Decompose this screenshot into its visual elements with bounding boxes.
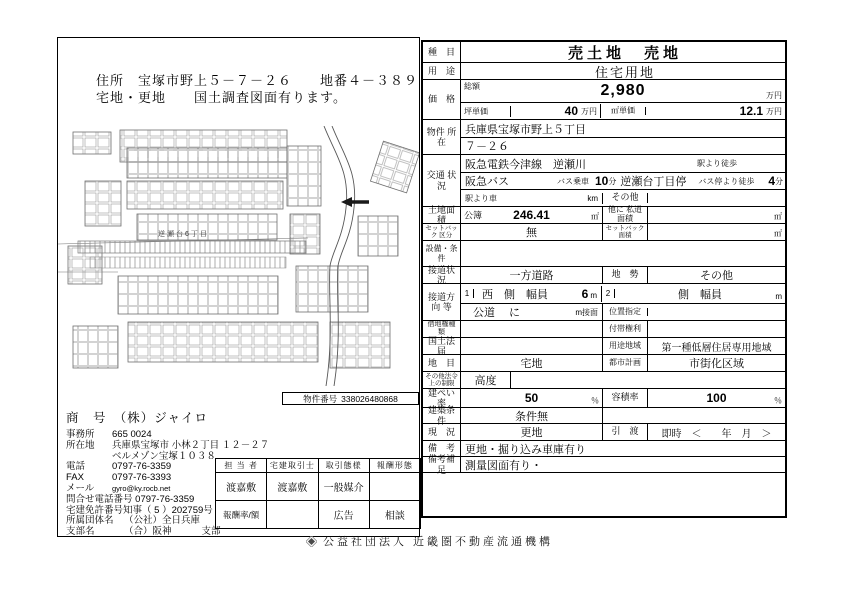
license-value: 知事（ 5 ）202759号	[123, 504, 213, 516]
land-category-label: 地 目	[423, 355, 461, 371]
footer	[306, 533, 553, 549]
footer-org-name: 公益社団法人 近畿圏不動産流通機構	[323, 536, 554, 548]
terrain-value: その他	[700, 270, 733, 282]
phone-value: 0797-76-3359	[112, 461, 172, 473]
agent-ad-label: 広告	[318, 501, 369, 529]
location-line2: ７－２６	[465, 141, 509, 153]
price-unit-row	[461, 102, 785, 119]
agent-hoshu-value	[369, 473, 420, 501]
branch-label: 支部名	[66, 526, 95, 538]
leasehold-value	[461, 321, 603, 337]
row-land-category	[423, 354, 785, 371]
left-panel	[57, 37, 420, 537]
address-note	[96, 72, 418, 106]
agent-table-row1	[216, 473, 421, 501]
transport-label: 交通 状況	[423, 155, 461, 206]
remarks-value: 更地・掘り込み車庫有り	[465, 443, 586, 456]
agent-header-hoshu: 報酬形態	[369, 459, 420, 473]
attached-rights-value	[648, 321, 785, 337]
setback-area-unit: ㎡	[774, 229, 782, 238]
bus-ride-unit: 分	[608, 176, 617, 186]
floor-ratio-value: 100	[706, 391, 727, 405]
row-leasehold	[423, 320, 785, 337]
zoning-value: 第一種低層住居専用地域	[661, 342, 772, 354]
setback-value: 無	[526, 227, 537, 239]
transport-car-row	[461, 189, 785, 206]
land-act-value	[461, 338, 603, 354]
row-category	[423, 42, 785, 62]
category-label: 種 目	[423, 42, 461, 62]
site-map	[58, 126, 419, 386]
building-conditions-label: 建築条件	[423, 408, 461, 423]
road1-width-unit: m	[590, 290, 597, 300]
coverage-value: 50	[524, 391, 539, 405]
transport-bus-row	[461, 172, 785, 189]
station-walk-label: 駅より徒歩	[697, 159, 737, 168]
agent-table-row2	[216, 501, 421, 529]
row-land-act	[423, 337, 785, 354]
row-use	[423, 62, 785, 79]
location-line1-row	[461, 120, 785, 137]
other-regulations-extra	[511, 372, 785, 388]
facilities-value	[461, 241, 785, 266]
setback-label: セットバック 区分	[423, 224, 461, 240]
road-direction-row2	[461, 303, 785, 320]
company-name-label: 商 号	[66, 411, 107, 425]
agent-header-taiyo: 取引態様	[318, 459, 369, 473]
use-value: 住宅用地	[594, 64, 655, 80]
other-transport-label: その他	[603, 193, 648, 203]
zoning-label: 用途地域	[603, 338, 648, 354]
agent-header-tanto: 担 当 者	[216, 459, 267, 473]
row-transport	[423, 154, 785, 206]
price-total-value: 2,980	[600, 82, 646, 99]
transport-rail-row	[461, 155, 785, 172]
phone-label: 電話	[66, 461, 86, 473]
mail-label: メール	[66, 482, 95, 494]
car-label: 駅より車	[465, 193, 497, 203]
city-planning-value: 市街化区域	[689, 358, 744, 370]
other-regulations-value: 高度	[474, 375, 497, 387]
property-number-box	[282, 392, 419, 405]
inquiry-label: 問合せ電話番号	[66, 493, 133, 505]
agent-takken-value: 渡嘉敷	[267, 473, 318, 501]
private-road-cell	[648, 207, 785, 223]
car-unit: km	[587, 193, 598, 203]
row-land-area	[423, 206, 785, 223]
location-label: 物件 所在	[423, 120, 461, 154]
land-area-label: 土地面積	[423, 207, 461, 223]
road-contact-label: 接道状況	[423, 267, 461, 283]
agent-ad-value: 相談	[369, 501, 420, 529]
fax-label: FAX	[66, 472, 84, 484]
remarks-label: 備 考	[423, 441, 461, 456]
land-area-unit: ㎡	[591, 212, 599, 221]
price-tsubo-unit: 万円	[581, 107, 597, 116]
city-planning-label: 都市計画	[603, 355, 648, 371]
license-label: 宅建免許番号	[66, 504, 124, 516]
fax-value: 0797-76-3393	[112, 472, 172, 484]
building-conditions-value: 条件無	[515, 410, 548, 423]
map-stall-row	[90, 257, 286, 268]
road-direction-label: 接道方向 等	[423, 284, 461, 320]
remarks-supplement-label: 備考補足	[423, 457, 461, 472]
road-contact-value: 一方道路	[509, 270, 554, 282]
price-total-row	[461, 80, 785, 102]
listing-table	[421, 40, 787, 518]
map-svg	[58, 126, 419, 386]
price-m2-unit: 万円	[766, 107, 782, 116]
kinki-rems-logo-icon	[306, 536, 317, 547]
agent-tanto-value: 渡嘉敷	[216, 473, 267, 501]
handover-label: 引 渡	[603, 424, 648, 440]
row-blank	[423, 472, 785, 516]
office-value: 665 0024	[112, 429, 152, 440]
price-m2-value: 12.1	[739, 104, 763, 118]
coverage-label: 建ぺい率	[423, 389, 461, 407]
position-designation-label: 位置指定	[603, 308, 648, 317]
row-price	[423, 79, 785, 119]
road1-width: 6	[581, 286, 589, 301]
registry-label: 公簿	[464, 210, 483, 221]
price-tsubo-value: 40	[564, 104, 578, 118]
price-total-label: 総額	[464, 82, 480, 91]
mail-value: gyro@ky.rocb.net	[112, 483, 171, 493]
road2-width-unit: m	[775, 291, 782, 301]
office-label: 事務所	[66, 429, 95, 440]
use-label: 用 途	[423, 63, 461, 79]
bus-ride-min: 10	[595, 174, 609, 188]
price-tsubo-cell	[511, 104, 601, 118]
price-tsubo-label: 坪単価	[461, 106, 511, 117]
price-m2-label2: ㎡単価	[601, 107, 646, 116]
address-line2: 宅地・更地 国土調査図面有ります。	[96, 90, 347, 105]
map-district-label: 逆瀬台6丁目	[158, 231, 209, 238]
setback-area-label: セットバック 面積	[603, 224, 648, 240]
bus-walk-unit: 分	[775, 176, 783, 186]
branch-value: （合）阪神	[124, 526, 172, 538]
bus-ride-label: バス乗車	[557, 176, 589, 186]
bus-walk-min: 4	[768, 174, 775, 188]
blank-area	[423, 473, 785, 516]
handover-value: 即時 ＜ 年 月 ＞	[661, 428, 772, 440]
branch-suffix: 支部	[201, 526, 221, 538]
land-area-value: 246.41	[513, 208, 550, 222]
facilities-label: 設備・条件	[423, 241, 461, 266]
bus-walk-label: バス停より徒歩	[698, 176, 755, 186]
address-label: 所在地	[66, 439, 95, 451]
road-direction-row1	[461, 284, 785, 303]
row-building-conditions	[423, 405, 785, 426]
row-location	[423, 119, 785, 154]
remarks-supplement-value: 測量図面有り・	[465, 459, 542, 472]
floor-ratio-unit: ％	[774, 396, 782, 405]
rail-line: 阪急電鉄今津線 逆瀬川	[465, 158, 586, 171]
agent-table	[215, 458, 421, 529]
bus-stop-name: 逆瀬台丁目停	[620, 176, 687, 188]
location-line1: 兵庫県宝塚市野上５丁目	[465, 123, 586, 136]
agent-taiyo-value: 一般媒介	[318, 473, 369, 501]
category-value: 売土地 売地	[567, 44, 682, 62]
company-name-line	[66, 408, 208, 426]
company-name-value: （株）ジャイロ	[120, 411, 209, 425]
road-type: 公道	[473, 307, 495, 319]
leasehold-label: 借地権種類	[423, 321, 461, 337]
road-particle: に	[509, 307, 520, 319]
row-other-regulations	[423, 371, 785, 388]
setback-area-cell	[648, 224, 785, 240]
agent-rate-label: 報酬率/額	[216, 501, 267, 529]
row-facilities	[423, 240, 785, 266]
agent-header-takken: 宅建取引士	[267, 459, 318, 473]
road2-number: 2	[602, 289, 615, 298]
row-current-state	[423, 423, 785, 440]
price-m2-cell	[646, 104, 785, 118]
land-category-value: 宅地	[520, 358, 543, 370]
private-road-label: 他に 私道面積	[603, 207, 648, 223]
property-number-label: 物件番号	[303, 393, 338, 404]
private-road-unit: ㎡	[774, 212, 782, 221]
org-label: 所属団体名	[66, 515, 114, 527]
attached-rights-label: 付帯権利	[603, 321, 648, 337]
row-coverage	[423, 388, 785, 407]
current-state-label: 現 況	[423, 424, 461, 440]
road1-direction: 西 側 幅員	[482, 288, 548, 301]
row-remarks-supplement	[423, 454, 785, 475]
inquiry-value: 0797-76-3359	[132, 493, 195, 505]
road-frontage-label: m接面	[575, 307, 598, 317]
org-value: （公社）全日兵庫	[124, 515, 201, 527]
price-label: 価 格	[423, 80, 461, 119]
bus-company: 阪急バス	[465, 176, 509, 188]
building-conditions-extra	[603, 408, 785, 423]
agent-table-header-row	[216, 459, 421, 473]
road1-number: 1	[461, 289, 474, 298]
row-setback	[423, 223, 785, 240]
location-line2-row	[461, 137, 785, 154]
coverage-unit: ％	[591, 396, 599, 405]
land-act-label: 国土法届	[423, 338, 461, 354]
current-state-value: 更地	[520, 427, 543, 439]
road2-direction: 側 幅員	[678, 288, 722, 301]
row-road-direction	[423, 283, 785, 320]
property-number-value: 338026480868	[341, 393, 398, 404]
row-remarks	[423, 440, 785, 456]
terrain-label: 地 勢	[603, 267, 648, 283]
row-road-contact	[423, 266, 785, 283]
floor-ratio-label: 容積率	[603, 389, 648, 407]
price-total-unit: 万円	[766, 91, 782, 100]
address2-value: ベルメゾン宝塚１０３８	[112, 450, 216, 462]
address-line1: 住所 宝塚市野上５－７－２６ 地番４－３８９	[96, 73, 419, 88]
address-value: 兵庫県宝塚市 小林２丁目 １２－２７	[112, 439, 270, 451]
other-regulations-label: その他法令 上の制限	[423, 372, 461, 388]
agent-rate-value	[267, 501, 318, 529]
map-hatch-strip	[78, 241, 306, 253]
